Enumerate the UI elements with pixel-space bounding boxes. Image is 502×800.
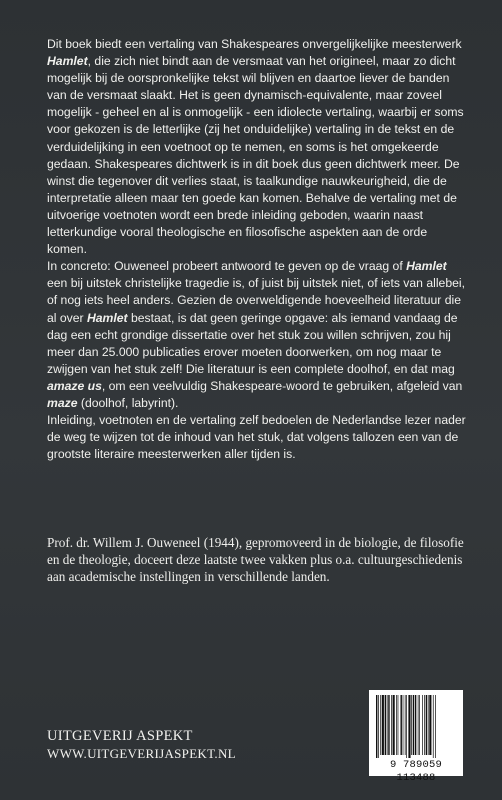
blurb-paragraph-1 [47,36,467,258]
barcode-bar [382,695,384,755]
barcode-bar [415,695,416,755]
barcode-bar [413,695,414,755]
blurb-text-run: bestaat, is dat geen geringe opgave: als iemand vandaag de dag een echt grondige dissertatie over het stuk zou willen schrijven, zou hij meer dan 25.000 publicaties erover moeten doorwerken, om nog maar te zwijgen van het stuk zelf! Die literatuur is een complete doolhof, en dat mag [47,310,458,376]
barcode-bar [408,695,410,758]
blurb-text-run: een bij uitstek christelijke tragedie is, of juist bij uitstek niet, of iets van allebei, of nog iets heel anders. Gezien de overweldigende hoeveelheid literatuur die al over [47,276,465,325]
barcode-bar [424,695,425,755]
barcode-bar [388,695,389,755]
barcode-bar [419,695,420,755]
word-emphasis: maze [47,395,78,410]
isbn-barcode [369,690,463,784]
publisher-block [47,727,236,763]
barcode-bar [385,695,386,755]
blurb-text [47,36,467,463]
barcode-bar [435,695,436,758]
barcode-bar [380,695,381,755]
blurb-text-run: , die zich niet bindt aan de versmaat van het origineel, maar zo dicht mogelijk bij de oorspronkelijke tekst wil blijven en daartoe liever de banden van de versmaat slaakt. Het is geen dynamisch-equivalente, maar zoveel mogelijk - geheel en al is onmogelijk - een idiolecte vertaling, waarbij er soms voor gekozen is de letterlijke (zij het onduidelijke) vertaling in de tekst en de verduidelijking in een voetnoot op te nemen, en soms is het omgekeerde gedaan. Shakespeares dichtwerk is in dit boek dus geen dichtwerk meer. De winst die tegenover dit verlies staat, is taalkundige nauwkeurigheid, die de interpretatie alleen maar ten goede kan komen. Behalve de vertaling met de uitvoerige voetnoten wordt een brede inleiding geboden, waarin naast letterkundige vooral theologische en filosofische aspekten aan de orde komen. [47,54,464,257]
barcode-bars [375,695,457,758]
barcode-bar [411,695,412,755]
title-emphasis: Hamlet [406,259,447,274]
barcode-bar [403,695,404,755]
blurb-text-run: Dit boek biedt een vertaling van Shakespeares onvergelijkelijke meesterwerk [47,37,462,51]
blurb-text-run: , om een veelvuldig Shakespeare-woord te gebruiken, afgeleid van [101,378,463,393]
barcode-bar [400,695,401,755]
barcode-bar [396,695,397,755]
blurb-paragraph-3: Inleiding, voetnoten en de vertaling zelf bedoelen de Nederlandse lezer nader de weg te wijzen tot de inhoud van het stuk, dat volgens tallozen een van de grootste literaire meesterwerken aller tijden is. [47,413,466,462]
barcode-bar [391,695,392,755]
title-emphasis: Hamlet [86,310,128,325]
barcode-bar [422,695,423,755]
barcode-bar [433,695,434,758]
barcode-bar [428,695,429,755]
barcode-bar [426,695,427,755]
barcode-bar [406,695,407,758]
barcode-digits: 9 789059 113488 [389,759,442,784]
barcode-bar [393,695,395,755]
barcode-bar [398,695,399,755]
barcode-bar [376,695,377,758]
barcode-bar [387,695,388,755]
barcode-bar [378,695,379,758]
blurb-text-run: (doolhof, labyrint). [77,395,179,410]
barcode-bar [418,695,419,755]
barcode-bar [405,695,406,755]
publisher-name: UITGEVERIJ ASPEKT [47,728,193,744]
blurb-paragraph-2 [47,258,467,412]
title-emphasis: Hamlet [47,54,88,69]
barcode-bar [429,695,431,755]
publisher-url: WWW.UITGEVERIJASPEKT.NL [47,746,236,761]
author-bio: Prof. dr. Willem J. Ouweneel (1944), gepromoveerd in de biologie, de filosofie en de theologie, doceert deze laatste twee vakken plus o.a. cultuurgeschiedenis aan academische instellingen in verschillende landen. [47,535,464,585]
phrase-emphasis: amaze us [47,378,102,393]
blurb-text-run: In concreto: Ouweneel probeert antwoord te geven op de vraag of [47,259,407,274]
